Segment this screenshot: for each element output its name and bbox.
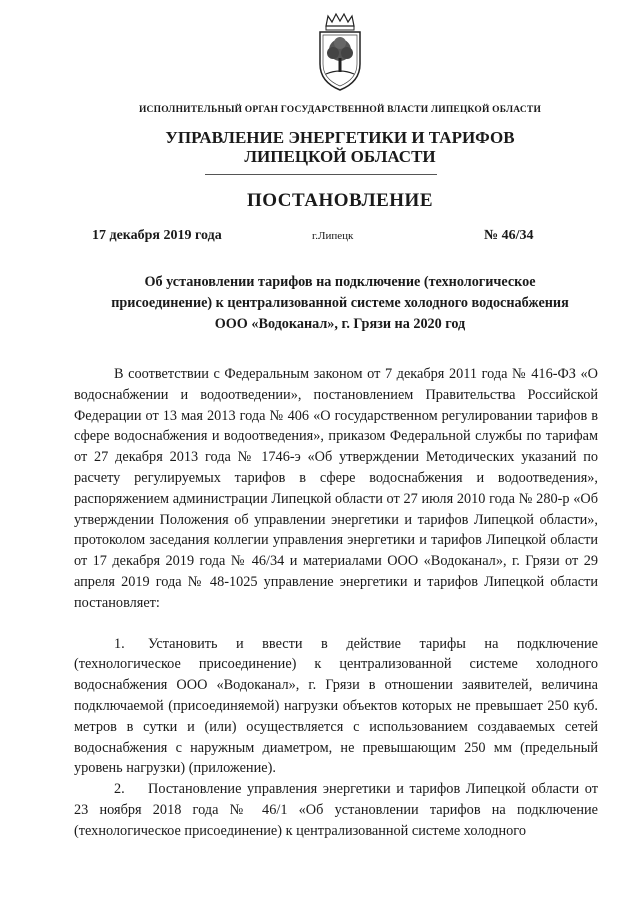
department-name-line2: ЛИПЕЦКОЙ ОБЛАСТИ (244, 147, 436, 166)
item-1-number: 1. (114, 635, 125, 652)
document-subject (80, 272, 600, 335)
coat-of-arms-icon (316, 12, 364, 92)
document-number: № 46/34 (484, 228, 534, 243)
authority-line: ИСПОЛНИТЕЛЬНЫЙ ОРГАН ГОСУДАРСТВЕННОЙ ВЛАСТИ ЛИПЕЦКОЙ ОБЛАСТИ (138, 105, 542, 115)
preamble-paragraph: В соответствии с Федеральным законом от 7 декабря 2011 года № 416-ФЗ «О водоснабжении и водоотведении», постановлением Правительства Российской Федерации от 13 мая 2013 года № 406 «О государственном регулировании тарифов в сфере водоснабжения и водоотведения», приказом Федеральной службы по тарифам от 27 декабря 2013 года № 1746-э «Об утверждении Методических указаний по расчету регулируемых тарифов в сфере водоснабжения и водоотведения», распоряжением администрации Липецкой области от 27 июля 2010 года № 280-р «Об утверждении Положения об управлении энергетики и тарифов Липецкой области», протоколом заседания коллегии управления энергетики и тарифов Липецкой области от 17 декабря 2019 года № 46/34 и материалами ООО «Водоканал», г. Грязи от 29 апреля 2019 года № 48-1025 управление энергетики и тарифов Липецкой области постановляет: (74, 366, 598, 611)
document-body (74, 364, 598, 842)
item-1-paragraph (74, 634, 598, 780)
subject-line3: ООО «Водоканал», г. Грязи на 2020 год (214, 316, 466, 332)
subject-line1: Об установлении тарифов на подключение (технологическое (144, 274, 536, 290)
subject-line2: присоединение) к централизованной системе холодного водоснабжения (111, 295, 569, 311)
department-name-line1: УПРАВЛЕНИЕ ЭНЕРГЕТИКИ И ТАРИФОВ (165, 128, 515, 147)
department-name (60, 128, 620, 166)
item-2-paragraph (74, 779, 598, 841)
item-2-number: 2. (114, 781, 125, 798)
document-city: г.Липецк (312, 230, 354, 242)
item-2-text: Постановление управления энергетики и тарифов Липецкой области от 23 ноября 2018 года № 46/1 «Об установлении тарифов на подключение (технологическое присоединение) к централизованной системе холодного (74, 781, 598, 839)
document-date: 17 декабря 2019 года (92, 228, 222, 243)
header-divider (205, 174, 437, 175)
document-type: ПОСТАНОВЛЕНИЕ (246, 190, 434, 211)
item-1-text: Установить и ввести в действие тарифы на подключение (технологическое присоединение) к централизованной системе холодного водоснабжения ООО «Водоканал», г. Грязи в отношении заявителей, величина подключаемой (присоединяемой) нагрузки объектов которых не превышает 250 куб. метров в сутки и (или) осуществляется с использованием создаваемых сетей водоснабжения с наружным диаметром, не превышающим 250 мм (предельный уровень нагрузки) (приложение). (74, 635, 598, 777)
